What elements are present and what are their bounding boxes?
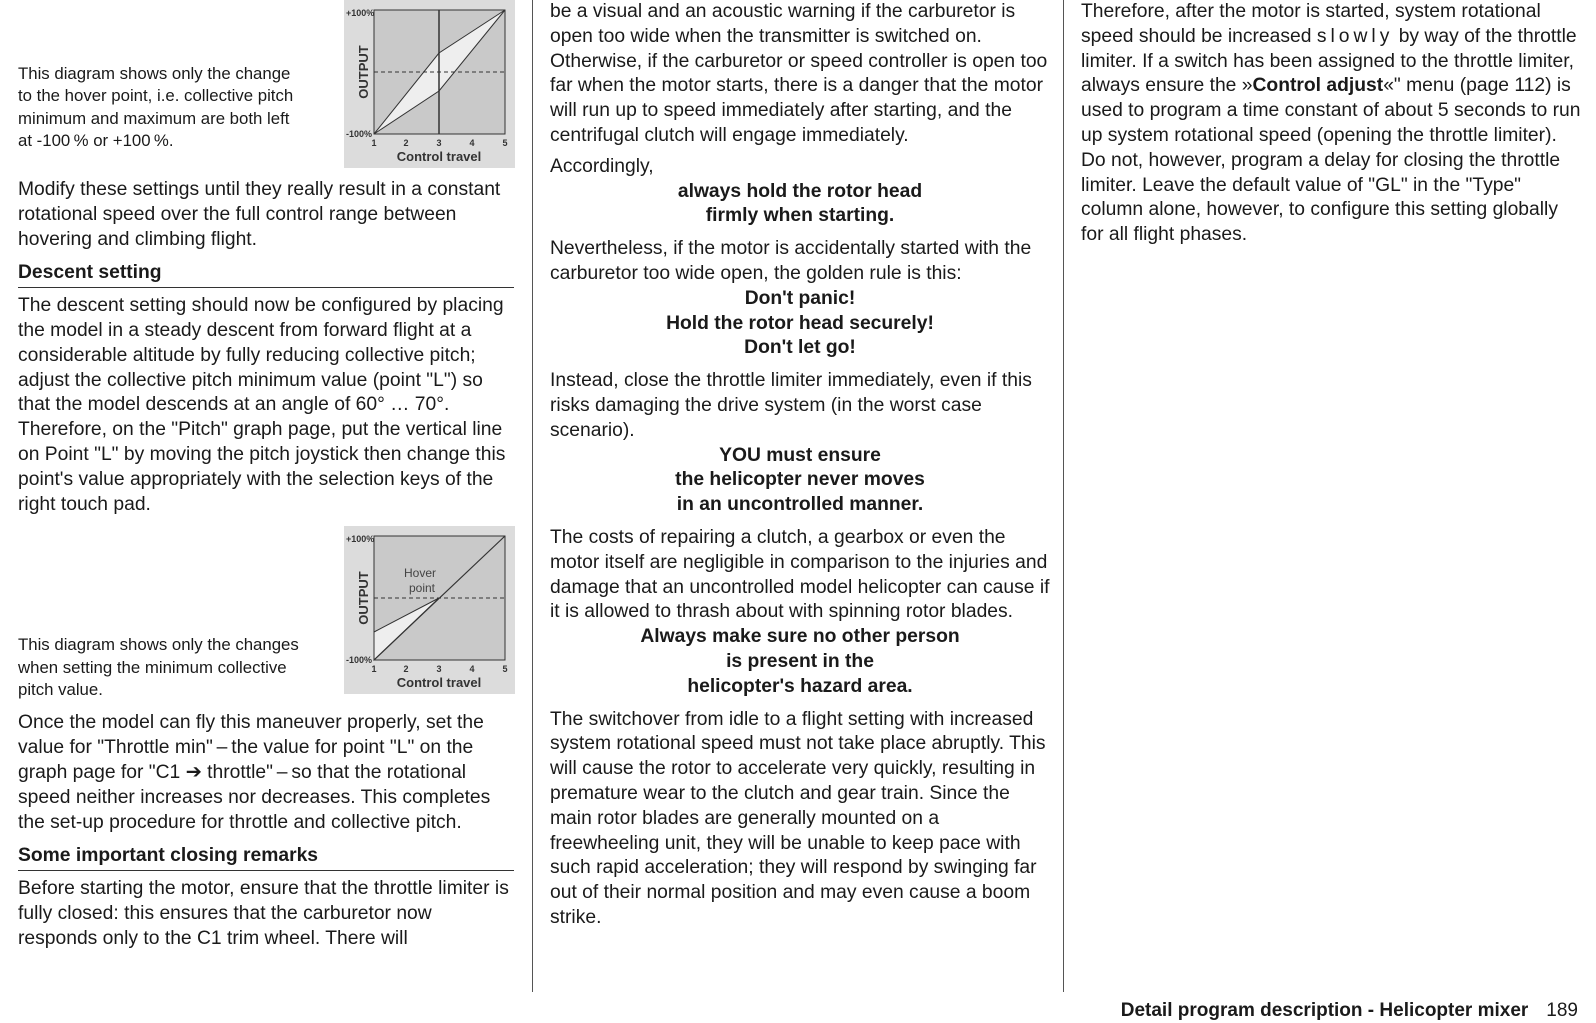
callout-hazard-area <box>550 625 1050 699</box>
paragraph-modify-settings: Modify these settings until they really result in a constant rotational speed over the full control range between hovering and climbing flight. <box>18 179 501 250</box>
column-divider-left <box>532 0 533 992</box>
min-pitch-diagram <box>344 526 515 694</box>
x-tick-5: 5 <box>502 138 508 148</box>
hover-point-diagram <box>344 0 515 168</box>
callout-line: helicopter's hazard area. <box>687 675 913 697</box>
paragraph-warning: be a visual and an acoustic warning if the carburetor is open too wide when the transmitter is switched on. Otherwise, if the carburetor or speed controller is open too far when the motor starts, there is a danger that the motor will run up to speed immediately after starting, and the centrifugal clutch will engage immediately. <box>550 1 1048 146</box>
callout-line: Hold the rotor head securely! <box>666 312 934 334</box>
footer-title: Detail program description - Helicopter mixer <box>1120 1000 1529 1021</box>
paragraph-switchover: The switchover from idle to a flight setting with increased system rotational speed must not take place abruptly. This will cause the rotor to accelerate very quickly, resulting in premature wear to the clutch and gear train. Since the main rotor blades are generally mounted on a freewheeling unit, they will be unable to keep pace with such rapid acceleration; they will respond by swinging far out of their normal position and may even cause a boom strike. <box>550 708 1046 928</box>
column-divider-right <box>1063 0 1064 992</box>
callout-line: Don't panic! <box>744 287 856 309</box>
x-axis-label: Control travel <box>396 149 482 164</box>
x-tick-4: 4 <box>469 138 475 148</box>
x-tick-2: 2 <box>403 138 409 148</box>
x-tick-2: 2 <box>403 664 409 675</box>
callout-line: firmly when starting. <box>705 205 895 227</box>
paragraph-golden-rule: Nevertheless, if the motor is accidentally started with the carburetor too wide open, the golden rule is this: <box>550 238 1032 284</box>
x-tick-1: 1 <box>371 664 377 675</box>
callout-hold-rotor <box>550 180 1050 230</box>
x-tick-1: 1 <box>371 138 377 148</box>
callout-dont-panic <box>550 287 1050 361</box>
y-axis-label: OUTPUT <box>356 45 371 99</box>
diagram-2-block <box>18 526 514 711</box>
callout-line: the helicopter never moves <box>675 469 925 491</box>
hover-label-line1: Hover <box>403 566 437 581</box>
column-3 <box>1081 0 1581 248</box>
diagram-1-block <box>18 0 514 172</box>
paragraph-repair-costs: The costs of repairing a clutch, a gearbox or even the motor itself are negligible in comparison to the injuries and damage that an uncontrolled model helicopter can cause if it is allowed to thrash about with spinning rotor blades. <box>550 526 1050 623</box>
heading-closing-remarks: Some important closing remarks <box>18 844 514 871</box>
menu-name-control-adjust: Control adjust <box>1252 75 1384 97</box>
column-2 <box>550 0 1050 931</box>
paragraph-rotational-speed <box>1081 0 1581 248</box>
x-tick-3: 3 <box>436 138 442 148</box>
y-bottom-label: -100% <box>346 129 373 139</box>
callout-line: Don't let go! <box>744 337 856 359</box>
x-axis-label: Control travel <box>396 675 482 691</box>
text-segment: by way of the throttle limiter. If a switch has been assigned to the throttle limiter, always ensure the » <box>1081 25 1577 97</box>
paragraph-throttle-min: Once the model can fly this maneuver properly, set the value for "Throttle min" – the value for point "L" on the graph page for "C1 ➔ throttle" – so that the rotational speed neither increases nor decreases. This completes the set-up procedure for throttle and collective pitch. <box>18 712 491 833</box>
diagram-1-caption: This diagram shows only the change to the hover point, i.e. collective pitch minimum and maximum are both left at -100 % or +100 %. <box>18 64 294 151</box>
paragraph-closing-remarks: Before starting the motor, ensure that the throttle limiter is fully closed: this ensures that the carburetor now responds only to the C1 trim wheel. There will <box>18 878 509 949</box>
y-top-label: +100% <box>346 8 375 18</box>
paragraph-close-limiter: Instead, close the throttle limiter immediately, even if this risks damaging the drive system (in the worst case scenario). <box>550 370 1032 441</box>
y-top-label: +100% <box>346 534 375 545</box>
x-tick-3: 3 <box>436 664 442 675</box>
column-1 <box>18 0 514 952</box>
heading-descent-setting: Descent setting <box>18 261 514 288</box>
callout-line: Always make sure no other person <box>640 626 960 648</box>
callout-line: YOU must ensure <box>719 444 881 466</box>
page-footer <box>1121 999 1578 1023</box>
diagram-2-caption: This diagram shows only the changes when setting the minimum collective pitch value. <box>18 635 299 700</box>
callout-line: in an uncontrolled manner. <box>676 494 924 516</box>
page-number: 189 <box>1546 1000 1578 1021</box>
text-segment: Therefore, after the motor is started, system rotational speed should be increased <box>1081 1 1541 47</box>
x-tick-5: 5 <box>502 664 508 675</box>
callout-line: always hold the rotor head <box>677 180 923 202</box>
emphasis-slowly: slowly <box>1316 25 1394 47</box>
x-tick-4: 4 <box>469 664 475 675</box>
text-accordingly: Accordingly, <box>550 155 654 177</box>
paragraph-descent-setting: The descent setting should now be configured by placing the model in a steady descent from forward flight at a considerable altitude by fully reducing collective pitch; adjust the collective pitch minimum value (point "L") so that the model descends at an angle of 60° … 70°. Therefore, on the "Pitch" graph page, put the vertical line on Point "L" by moving the pitch joystick then change this point's value appropriately with the selection keys of the right touch pad. <box>18 295 506 515</box>
hover-label-line2: point <box>408 581 436 596</box>
y-axis-label: OUTPUT <box>356 571 371 626</box>
callout-you-must-ensure <box>550 444 1050 518</box>
text-segment: «" menu (page 112) is used to program a time constant of about 5 seconds to run up system rotational speed (opening the throttle limiter). Do not, however, program a delay for closing the throttle limiter. Leave the default value of "GL" in the "Type" column alone, however, to configure this setting globally for all flight phases. <box>1081 75 1581 246</box>
callout-line: is present in the <box>726 650 874 672</box>
y-bottom-label: -100% <box>346 655 373 666</box>
